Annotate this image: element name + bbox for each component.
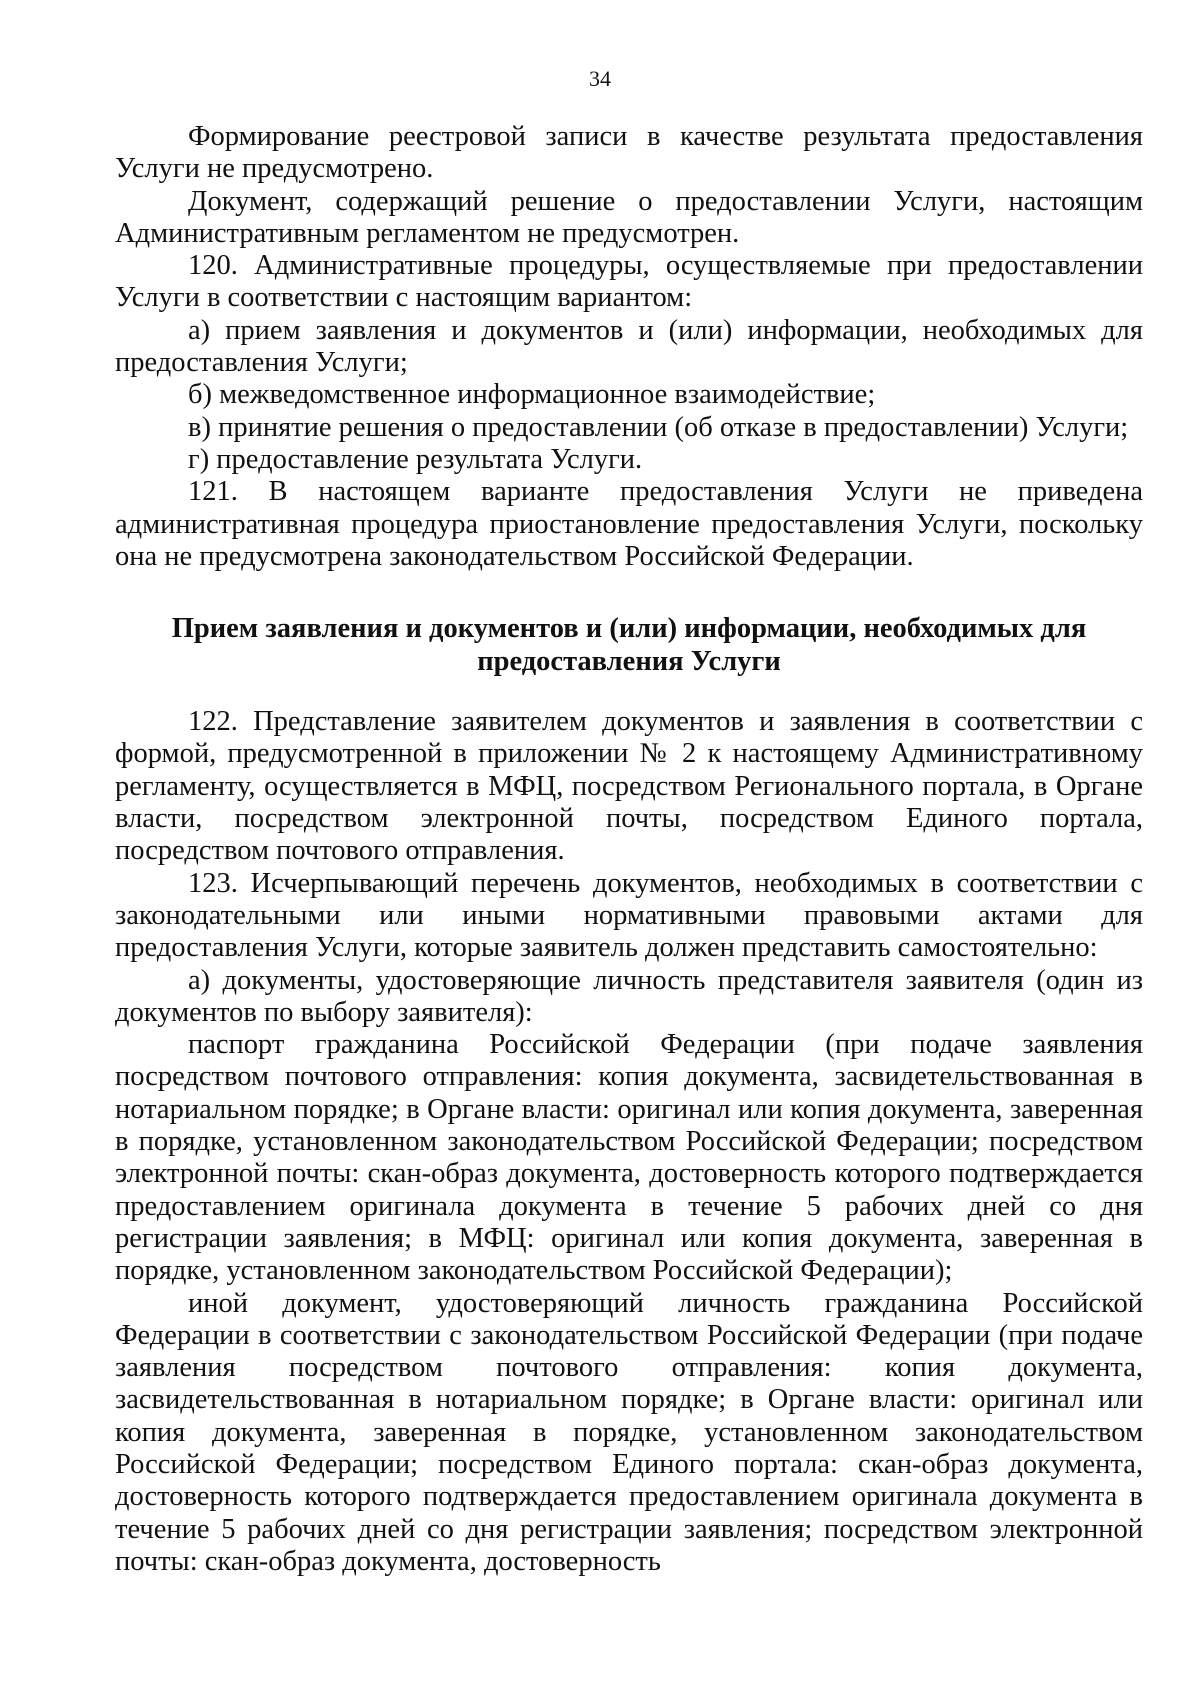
page-number: 34	[589, 66, 611, 91]
list-item: г) предоставление результата Услуги.	[188, 443, 643, 475]
paragraph: Формирование реестровой записи в качестве результата предоставления Услуги не предусмотрено.	[115, 121, 1143, 185]
paragraph: 123. Исчерпывающий перечень документов, необходимых в соответствии с законодательными или иными нормативными правовыми актами для предоставления Услуги, которые заявитель должен представить самостоятельно:	[115, 867, 1143, 964]
list-item: а) документы, удостоверяющие личность представителя заявителя (один из документов по выбору заявителя):	[115, 964, 1143, 1028]
list-item: а) прием заявления и документов и (или) информации, необходимых для предоставления Услуги;	[115, 314, 1143, 379]
paragraph: паспорт гражданина Российской Федерации (при подаче заявления посредством почтового отправления: копия документа, засвидетельствованная в нотариальном порядке; в Органе власти: оригинал или копия документа, заверенная в порядке, установленном законодательством Российской Федерации; посредством электронной почты: скан-образ документа, достоверность которого подтверждается предоставлением оригинала документа в течение 5 рабочих дней со дня регистрации заявления; в МФЦ: оригинал или копия документа, заверенная в порядке, установленном законодательством Российской Федерации);	[115, 1029, 1143, 1287]
list-item: б) межведомственное информационное взаимодействие;	[188, 379, 876, 411]
document-body	[115, 121, 1143, 1578]
list-item: в) принятие решения о предоставлении (об отказе в предоставлении) Услуги;	[188, 411, 1129, 443]
paragraph: Документ, содержащий решение о предоставлении Услуги, настоящим Административным регламентом не предусмотрен.	[115, 185, 1143, 249]
section-heading-line: Прием заявления и документов и (или) информации, необходимых для	[171, 613, 1087, 645]
paragraph: иной документ, удостоверяющий личность гражданина Российской Федерации в соответствии с законодательством Российской Федерации (при подаче заявления посредством почтового отправления: копия документа, засвидетельствованная в нотариальном порядке; в Органе власти: оригинал или копия документа, заверенная в порядке, установленном законодательством Российской Федерации; посредством Единого портала: скан-образ документа, достоверность которого подтверждается предоставлением оригинала документа в течение 5 рабочих дней со дня регистрации заявления; посредством электронной почты: скан-образ документа, достоверность	[115, 1287, 1143, 1577]
paragraph: 122. Представление заявителем документов и заявления в соответствии с формой, предусмотренной в приложении № 2 к настоящему Административному регламенту, осуществляется в МФЦ, посредством Регионального портала, в Органе власти, посредством электронной почты, посредством Единого портала, посредством почтового отправления.	[115, 706, 1143, 867]
paragraph: 121. В настоящем варианте предоставления Услуги не приведена административная процедура приостановление предоставления Услуги, поскольку она не предусмотрена законодательством Российской Федерации.	[115, 476, 1143, 572]
section-heading-line: предоставления Услуги	[477, 646, 781, 678]
section-heading	[115, 612, 1143, 678]
paragraph: 120. Административные процедуры, осуществляемые при предоставлении Услуги в соответствии с настоящим вариантом:	[115, 250, 1143, 314]
